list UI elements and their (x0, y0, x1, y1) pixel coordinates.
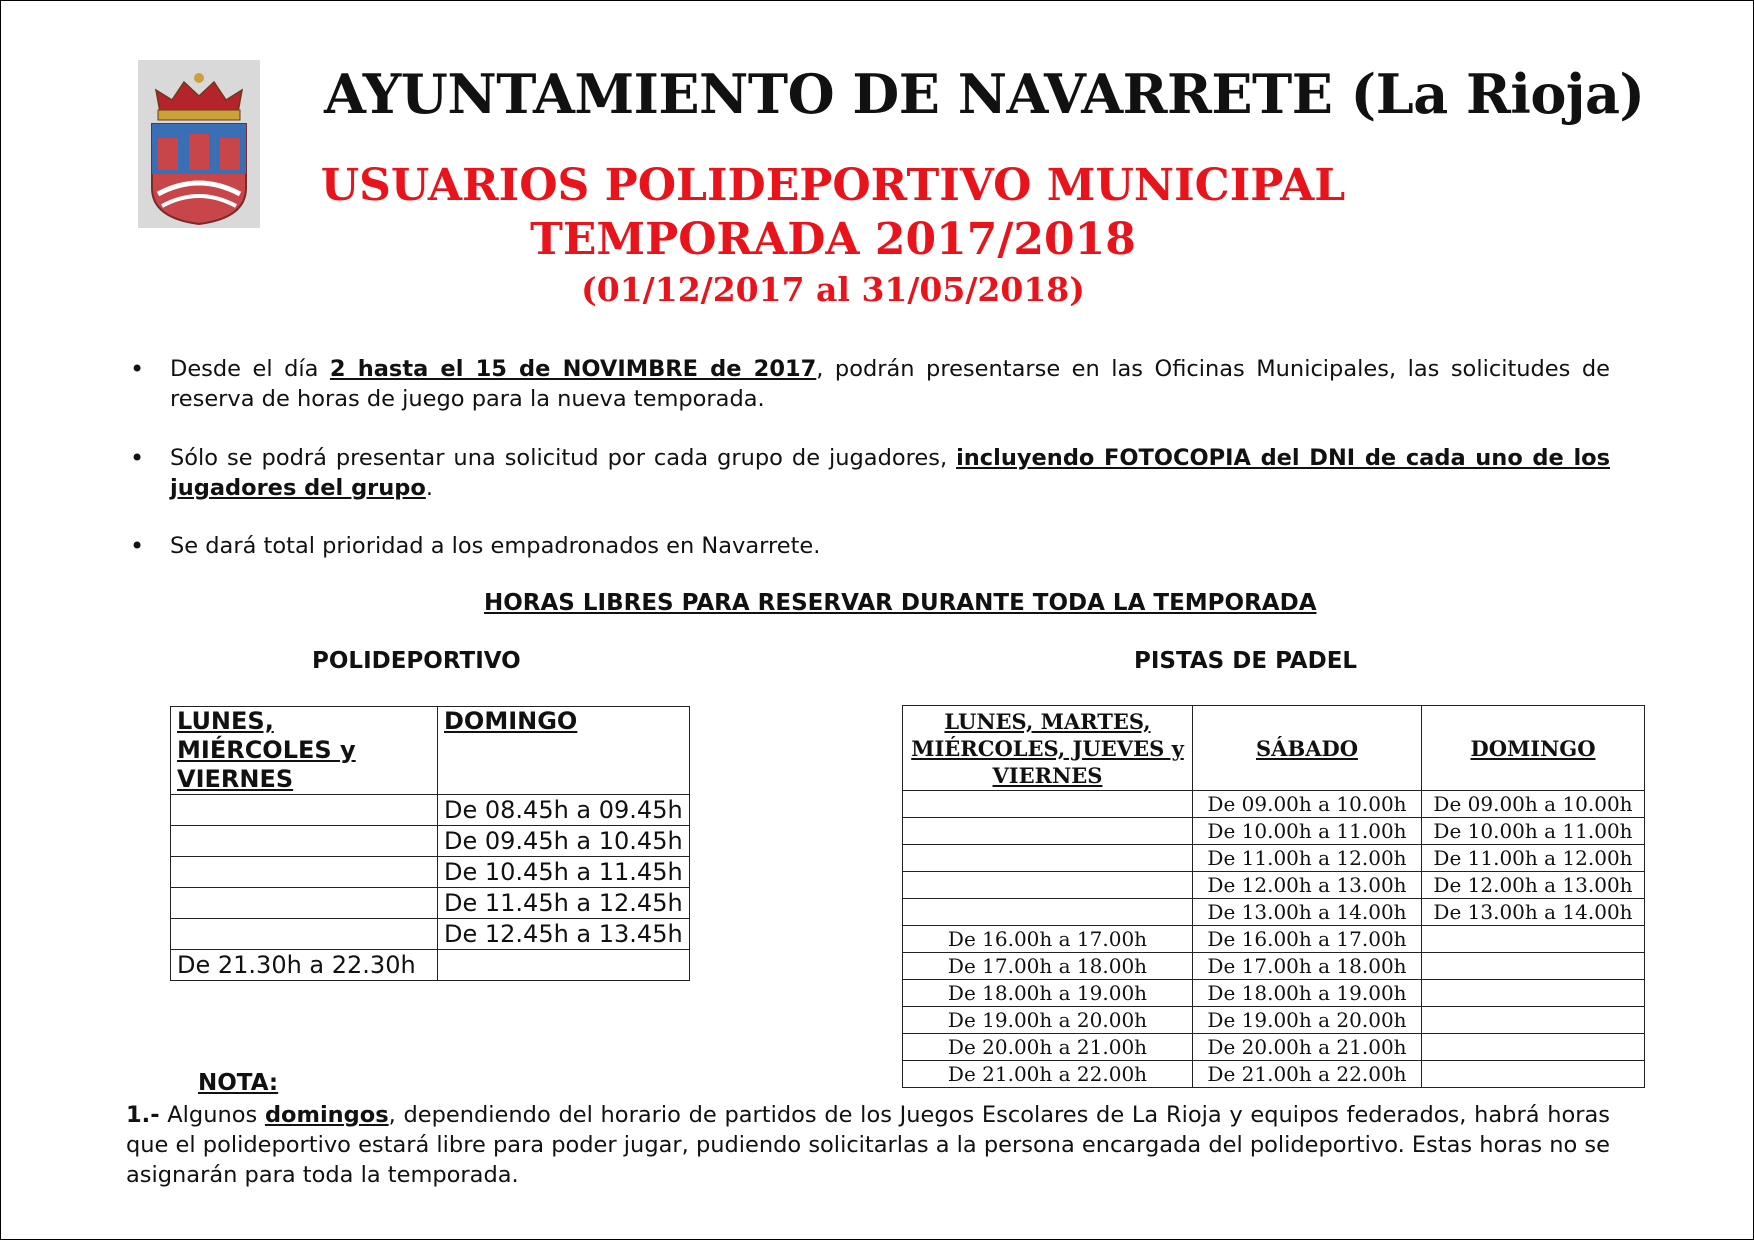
table-cell: De 17.00h a 18.00h (1193, 953, 1422, 980)
table-cell: De 09.00h a 10.00h (1193, 791, 1422, 818)
table-row (903, 1034, 1645, 1061)
table-row (903, 926, 1645, 953)
table-cell (171, 919, 438, 950)
table-cell (903, 872, 1193, 899)
table-cell: De 20.00h a 21.00h (903, 1034, 1193, 1061)
table-row (903, 980, 1645, 1007)
table-header-cell: DOMINGO (1422, 706, 1645, 791)
polideportivo-table (170, 706, 690, 981)
table-cell: De 11.00h a 12.00h (1193, 845, 1422, 872)
table-row (903, 872, 1645, 899)
subtitle-polideportivo: USUARIOS POLIDEPORTIVO MUNICIPAL (320, 160, 1346, 211)
table-row (171, 826, 690, 857)
table-cell (171, 826, 438, 857)
table-cell: De 12.00h a 13.00h (1422, 872, 1645, 899)
table-header-row (171, 707, 690, 795)
table-cell (1422, 980, 1645, 1007)
table-cell (903, 899, 1193, 926)
table-row (903, 791, 1645, 818)
table-cell: De 19.00h a 20.00h (903, 1007, 1193, 1034)
table-header-cell: LUNES, MARTES, MIÉRCOLES, JUEVES y VIERNES (903, 706, 1193, 791)
table-cell (1422, 1007, 1645, 1034)
table-row (171, 919, 690, 950)
table-cell (903, 818, 1193, 845)
table-cell: De 12.45h a 13.45h (438, 919, 690, 950)
bullet-text: Se dará total prioridad a los empadronados en Navarrete. (170, 533, 821, 559)
table-cell (438, 950, 690, 981)
table-cell: De 10.00h a 11.00h (1193, 818, 1422, 845)
table-header-cell: LUNES, MIÉRCOLES y VIERNES (171, 707, 438, 795)
table-cell: De 12.00h a 13.00h (1193, 872, 1422, 899)
subtitle-temporada: TEMPORADA 2017/2018 (530, 214, 1136, 265)
table-cell: De 19.00h a 20.00h (1193, 1007, 1422, 1034)
table-row (171, 857, 690, 888)
table-row (171, 950, 690, 981)
table-cell (171, 888, 438, 919)
table-cell: De 10.45h a 11.45h (438, 857, 690, 888)
bullet-dot-icon: • (130, 355, 145, 383)
table-cell: De 21.00h a 22.00h (903, 1061, 1193, 1088)
bullet-dot-icon: • (130, 532, 145, 560)
table-cell (1422, 1061, 1645, 1088)
nota-label: NOTA: (198, 1070, 279, 1096)
table-row (903, 845, 1645, 872)
table-row (903, 818, 1645, 845)
table-header-cell: SÁBADO (1193, 706, 1422, 791)
table-row (171, 888, 690, 919)
table-cell: De 09.00h a 10.00h (1422, 791, 1645, 818)
table-cell: De 11.45h a 12.45h (438, 888, 690, 919)
subtitle-dates: (01/12/2017 al 31/05/2018) (581, 270, 1085, 309)
bullet-text: Sólo se podrá presentar una solicitud por cada grupo de jugadores, incluyendo FOTOCOPIA del DNI de cada uno de los jugadores del grupo. (170, 445, 1611, 501)
table-cell: De 10.00h a 11.00h (1422, 818, 1645, 845)
table-cell (903, 845, 1193, 872)
nota-body: 1.- Algunos domingos, dependiendo del horario de partidos de los Juegos Escolares de La Rioja y equipos federados, habrá horas que el polideportivo estará libre para poder jugar, pudiendo solicitarlas a la persona encargada del polideportivo. Estas horas no se asignarán para toda la temporada. (126, 1102, 1610, 1188)
table-cell: De 20.00h a 21.00h (1193, 1034, 1422, 1061)
table-cell (903, 791, 1193, 818)
table-cell: De 13.00h a 14.00h (1193, 899, 1422, 926)
table-cell (171, 857, 438, 888)
table-row (171, 795, 690, 826)
table-cell: De 16.00h a 17.00h (1193, 926, 1422, 953)
table-cell: De 11.00h a 12.00h (1422, 845, 1645, 872)
table-cell (1422, 926, 1645, 953)
table-cell: De 08.45h a 09.45h (438, 795, 690, 826)
table-cell: De 18.00h a 19.00h (903, 980, 1193, 1007)
table-cell (1422, 953, 1645, 980)
table-cell: De 13.00h a 14.00h (1422, 899, 1645, 926)
table-cell: De 21.00h a 22.00h (1193, 1061, 1422, 1088)
padel-table (902, 705, 1645, 1088)
table-header-cell: DOMINGO (438, 707, 690, 795)
table-cell: De 16.00h a 17.00h (903, 926, 1193, 953)
table-row (903, 953, 1645, 980)
bullet-text: Desde el día 2 hasta el 15 de NOVIMBRE de 2017, podrán presentarse en las Oficinas Municipales, las solicitudes de reserva de horas de juego para la nueva temporada. (170, 356, 1610, 412)
table-row (903, 1061, 1645, 1088)
table-row (903, 899, 1645, 926)
table-row (903, 1007, 1645, 1034)
table-cell: De 17.00h a 18.00h (903, 953, 1193, 980)
table-header-row (903, 706, 1645, 791)
page-title: AYUNTAMIENTO DE NAVARRETE (La Rioja) (324, 62, 1645, 126)
bullet-dot-icon: • (130, 444, 145, 472)
table-cell (1422, 1034, 1645, 1061)
table-cell: De 09.45h a 10.45h (438, 826, 690, 857)
table-cell (171, 795, 438, 826)
polideportivo-title: POLIDEPORTIVO (312, 648, 521, 674)
table-cell: De 21.30h a 22.30h (171, 950, 438, 981)
padel-title: PISTAS DE PADEL (1134, 648, 1358, 674)
table-cell: De 18.00h a 19.00h (1193, 980, 1422, 1007)
section-title: HORAS LIBRES PARA RESERVAR DURANTE TODA LA TEMPORADA (484, 590, 1317, 616)
